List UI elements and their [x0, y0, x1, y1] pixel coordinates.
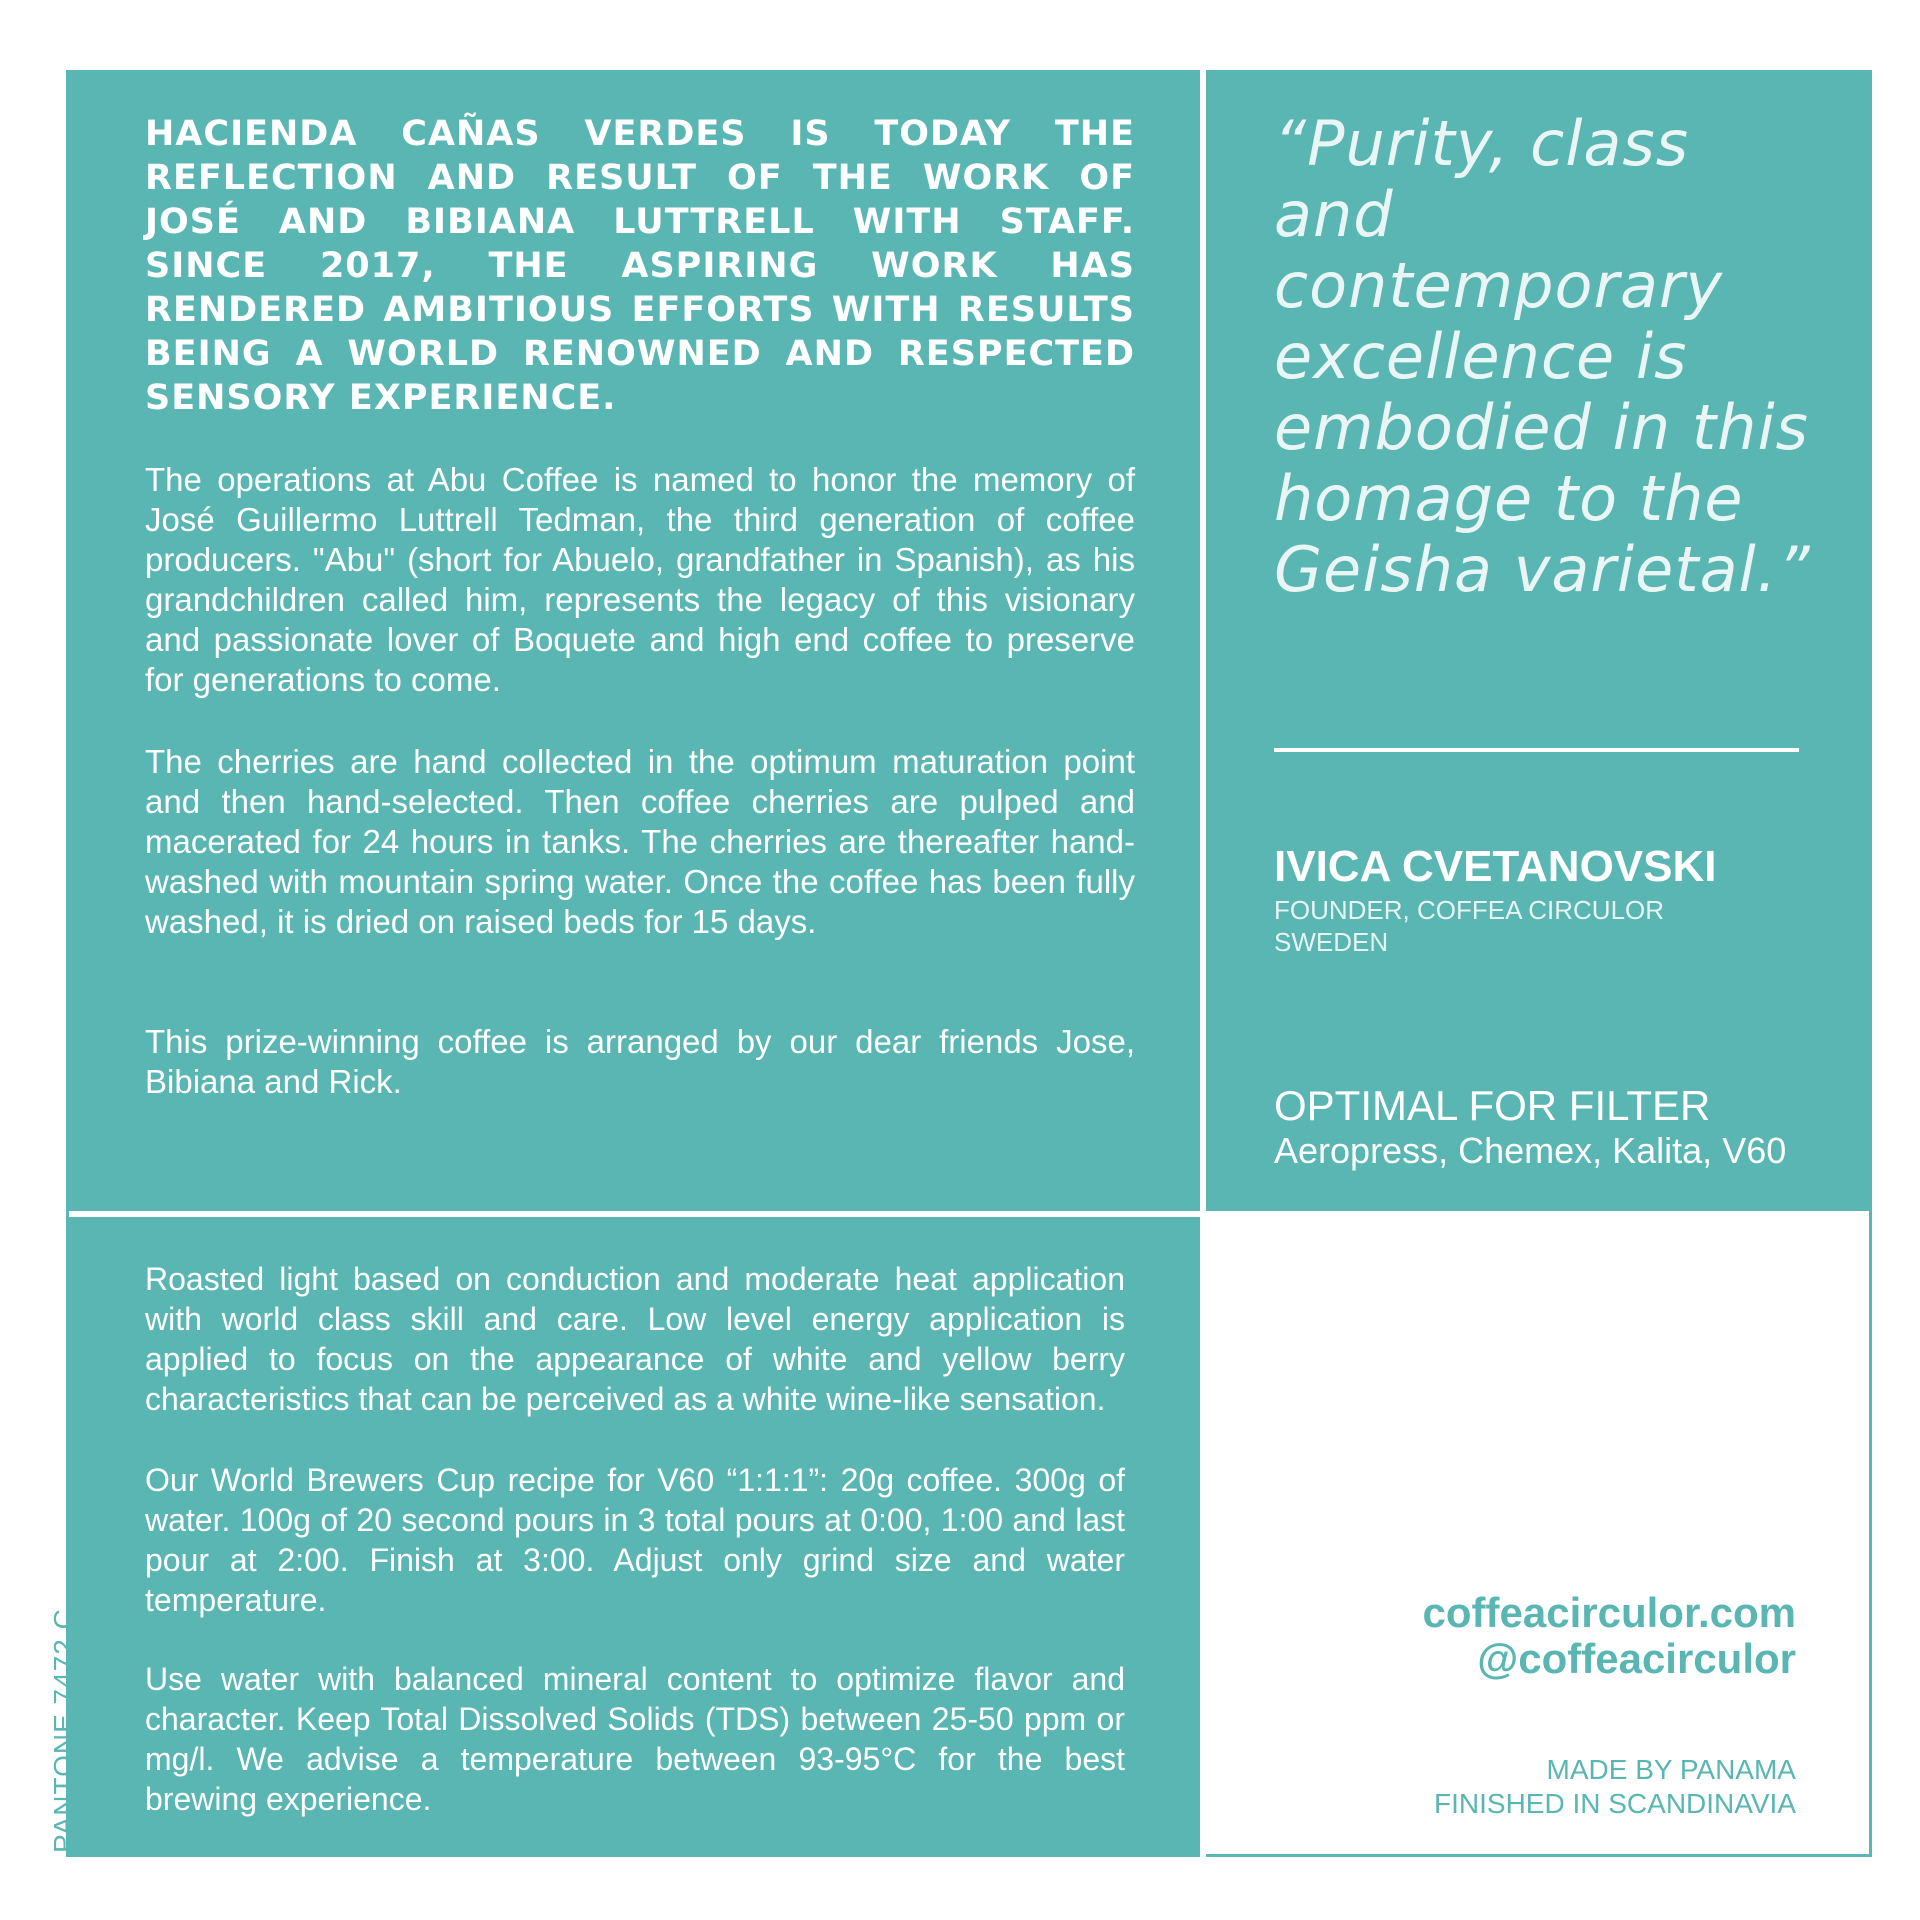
optimal-methods: Aeropress, Chemex, Kalita, V60 — [1274, 1130, 1787, 1171]
story-paragraph-process — [145, 742, 1135, 942]
brew-text: Use water with balanced mineral content to optimize flavor and character. Keep Total Dissolved Solids (TDS) between 25-50 ppm or mg/l. We advise a temperature between 93-95°C for the best brewing experience. — [145, 1661, 1125, 1817]
author-role — [1274, 894, 1794, 958]
origin-made: MADE BY PANAMA — [1546, 1754, 1796, 1785]
brew-text: Roasted light based on conduction and moderate heat application with world class skill and care. Low level energy application is applied to focus on the appearance of white and yellow berry characteristics that can be perceived as a white wine-like sensation. — [145, 1261, 1125, 1417]
optimal-title: OPTIMAL FOR FILTER — [1274, 1082, 1711, 1129]
social-handle[interactable]: @coffeacirculor — [1477, 1635, 1796, 1682]
water-paragraph — [145, 1659, 1125, 1819]
founder-quote: “Purity, class and contemporary excellence is embodied in this homage to the Geisha varietal.” — [1274, 107, 1811, 606]
story-text: This prize-winning coffee is arranged by our dear friends Jose, Bibiana and Rick. — [145, 1023, 1135, 1100]
brew-text: Our World Brewers Cup recipe for V60 “1:1:1”: 20g coffee. 300g of water. 100g of 20 second pours in 3 total pours at 0:00, 1:00 and last pour at 2:00. Finish at 3:00. Adjust only grind size and water temperature. — [145, 1462, 1125, 1618]
author-title: FOUNDER, COFFEA CIRCULOR — [1274, 895, 1665, 925]
roast-paragraph — [145, 1259, 1125, 1419]
pantone-code: PANTONE 7472 C — [48, 1608, 79, 1853]
story-paragraph-friends — [145, 1022, 1135, 1102]
recipe-paragraph — [145, 1460, 1125, 1620]
website-link[interactable]: coffeacirculor.com — [1422, 1589, 1796, 1636]
story-text: The cherries are hand collected in the optimum maturation point and then hand-selected. Then coffee cherries are pulped and macerated for 24 hours in tanks. The cherries are thereafter hand-washed with mountain spring water. Once the coffee has been fully washed, it is dried on raised beds for 15 days. — [145, 743, 1135, 940]
story-text: The operations at Abu Coffee is named to honor the memory of José Guillermo Luttrell Tedman, the third generation of coffee producers. "Abu" (short for Abuelo, grandfather in Spanish), as his grandchildren called him, represents the legacy of this visionary and passionate lover of Boquete and high end coffee to preserve for generations to come. — [145, 461, 1135, 698]
vertical-divider — [1200, 70, 1206, 1857]
story-paragraph-abu — [145, 460, 1135, 700]
intro-heading: HACIENDA CAÑAS VERDES IS TODAY THE REFLECTION AND RESULT OF THE WORK OF JOSÉ AND BIBIANA LUTTRELL WITH STAFF. SINCE 2017, THE ASPIRING WORK HAS RENDERED AMBITIOUS EFFORTS WITH RESULTS BEING A WORLD RENOWNED AND RESPECTED SENSORY EXPERIENCE. — [145, 114, 1135, 418]
author-country: SWEDEN — [1274, 927, 1389, 957]
quote-divider — [1274, 748, 1799, 752]
contact-block — [1423, 1590, 1796, 1682]
origin-finished: FINISHED IN SCANDINAVIA — [1434, 1788, 1796, 1819]
author-name: IVICA CVETANOVSKI — [1274, 842, 1717, 891]
origin-block — [1434, 1753, 1796, 1821]
